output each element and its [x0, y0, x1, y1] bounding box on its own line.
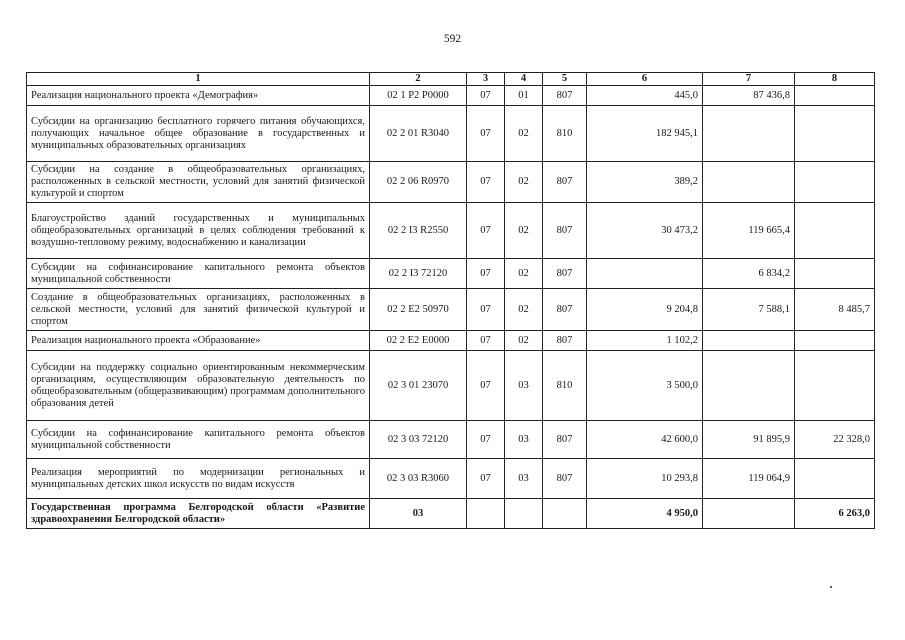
row-amount-6-cell [587, 259, 703, 289]
row-name-cell: Реализация мероприятий по модернизации региональных и муниципальных детских школ искусств по видам искусств [27, 459, 370, 499]
row-amount-7-cell: 6 834,2 [703, 259, 795, 289]
header-row [27, 73, 875, 86]
scan-speck [830, 586, 832, 588]
row-type-cell: 807 [543, 289, 587, 331]
row-name-cell: Субсидии на софинансирование капитального ремонта объектов муниципальной собственности [27, 421, 370, 459]
table-row [27, 259, 875, 289]
column-header: 5 [543, 73, 587, 86]
row-code-cell: 02 2 I3 72120 [370, 259, 467, 289]
row-code-cell: 02 1 P2 P0000 [370, 86, 467, 106]
row-amount-6-cell: 30 473,2 [587, 203, 703, 259]
column-header: 7 [703, 73, 795, 86]
column-header: 2 [370, 73, 467, 86]
row-amount-6-cell: 9 204,8 [587, 289, 703, 331]
table-row [27, 203, 875, 259]
row-section-cell: 07 [467, 106, 505, 162]
row-section-cell: 07 [467, 459, 505, 499]
row-amount-8-cell [795, 259, 875, 289]
budget-table [26, 72, 875, 529]
column-header: 1 [27, 73, 370, 86]
row-amount-7-cell: 119 064,9 [703, 459, 795, 499]
table-row [27, 106, 875, 162]
row-amount-6-cell: 445,0 [587, 86, 703, 106]
row-amount-8-cell: 22 328,0 [795, 421, 875, 459]
row-type-cell: 807 [543, 259, 587, 289]
row-amount-8-cell [795, 351, 875, 421]
row-section-cell: 07 [467, 162, 505, 203]
row-type-cell: 807 [543, 86, 587, 106]
column-header: 4 [505, 73, 543, 86]
row-amount-8-cell [795, 86, 875, 106]
column-header: 3 [467, 73, 505, 86]
row-section-cell [467, 499, 505, 529]
row-amount-6-cell: 389,2 [587, 162, 703, 203]
row-name-cell: Создание в общеобразовательных организациях, расположенных в сельской местности, условий для занятий физической культурой и спортом [27, 289, 370, 331]
row-name-cell: Субсидии на поддержку социально ориентированным некоммерческим организациям, осуществляющим образовательную деятельность по общеобразовательным (общеразвивающим) программам дополнительного образования детей [27, 351, 370, 421]
table-row [27, 499, 875, 529]
row-amount-7-cell: 91 895,9 [703, 421, 795, 459]
table-row [27, 162, 875, 203]
row-name-cell: Реализация национального проекта «Демография» [27, 86, 370, 106]
row-section-cell: 07 [467, 259, 505, 289]
row-type-cell: 807 [543, 331, 587, 351]
row-amount-7-cell [703, 331, 795, 351]
row-section-cell: 07 [467, 86, 505, 106]
table-row [27, 289, 875, 331]
row-subsection-cell: 02 [505, 331, 543, 351]
row-subsection-cell: 02 [505, 203, 543, 259]
row-amount-6-cell: 10 293,8 [587, 459, 703, 499]
row-amount-6-cell: 4 950,0 [587, 499, 703, 529]
row-name-cell: Реализация национального проекта «Образование» [27, 331, 370, 351]
row-subsection-cell: 02 [505, 259, 543, 289]
row-amount-6-cell: 1 102,2 [587, 331, 703, 351]
row-type-cell: 810 [543, 351, 587, 421]
row-name-cell: Субсидии на организацию бесплатного горячего питания обучающихся, получающих начальное общее образование в государственных и муниципальных образовательных организациях [27, 106, 370, 162]
row-type-cell: 807 [543, 459, 587, 499]
row-amount-7-cell: 87 436,8 [703, 86, 795, 106]
row-type-cell: 807 [543, 203, 587, 259]
row-section-cell: 07 [467, 421, 505, 459]
row-code-cell: 02 2 01 R3040 [370, 106, 467, 162]
row-code-cell: 02 3 03 R3060 [370, 459, 467, 499]
row-subsection-cell: 02 [505, 106, 543, 162]
row-type-cell: 807 [543, 421, 587, 459]
row-code-cell: 02 3 03 72120 [370, 421, 467, 459]
table-row [27, 351, 875, 421]
row-code-cell: 02 3 01 23070 [370, 351, 467, 421]
row-amount-8-cell [795, 331, 875, 351]
table-row [27, 421, 875, 459]
row-amount-8-cell: 6 263,0 [795, 499, 875, 529]
row-subsection-cell: 02 [505, 289, 543, 331]
row-section-cell: 07 [467, 331, 505, 351]
row-type-cell: 807 [543, 162, 587, 203]
row-amount-6-cell: 42 600,0 [587, 421, 703, 459]
row-amount-8-cell [795, 162, 875, 203]
row-section-cell: 07 [467, 289, 505, 331]
table-row [27, 331, 875, 351]
row-name-cell: Субсидии на создание в общеобразовательных организациях, расположенных в сельской местности, условий для занятий физической культурой и спортом [27, 162, 370, 203]
row-amount-6-cell: 3 500,0 [587, 351, 703, 421]
row-subsection-cell [505, 499, 543, 529]
row-code-cell: 02 2 I3 R2550 [370, 203, 467, 259]
row-subsection-cell: 01 [505, 86, 543, 106]
row-type-cell [543, 499, 587, 529]
row-subsection-cell: 02 [505, 162, 543, 203]
row-section-cell: 07 [467, 203, 505, 259]
row-subsection-cell: 03 [505, 351, 543, 421]
row-name-cell: Субсидии на софинансирование капитального ремонта объектов муниципальной собственности [27, 259, 370, 289]
row-amount-7-cell [703, 351, 795, 421]
row-code-cell: 03 [370, 499, 467, 529]
row-section-cell: 07 [467, 351, 505, 421]
row-subsection-cell: 03 [505, 459, 543, 499]
row-amount-7-cell: 119 665,4 [703, 203, 795, 259]
row-name-cell: Государственная программа Белгородской области «Развитие здравоохранения Белгородской области» [27, 499, 370, 529]
row-amount-8-cell [795, 459, 875, 499]
row-name-cell: Благоустройство зданий государственных и муниципальных общеобразовательных организаций в целях соблюдения требований к воздушно-тепловому режиму, водоснабжению и канализации [27, 203, 370, 259]
row-code-cell: 02 2 E2 50970 [370, 289, 467, 331]
row-amount-7-cell [703, 162, 795, 203]
row-subsection-cell: 03 [505, 421, 543, 459]
table-row [27, 459, 875, 499]
row-amount-6-cell: 182 945,1 [587, 106, 703, 162]
row-type-cell: 810 [543, 106, 587, 162]
column-header: 8 [795, 73, 875, 86]
row-amount-8-cell: 8 485,7 [795, 289, 875, 331]
row-code-cell: 02 2 06 R0970 [370, 162, 467, 203]
table-row [27, 86, 875, 106]
row-amount-8-cell [795, 203, 875, 259]
row-amount-7-cell [703, 106, 795, 162]
row-amount-7-cell [703, 499, 795, 529]
row-amount-7-cell: 7 588,1 [703, 289, 795, 331]
row-code-cell: 02 2 E2 E0000 [370, 331, 467, 351]
row-amount-8-cell [795, 106, 875, 162]
page-number: 592 [443, 33, 462, 45]
column-header: 6 [587, 73, 703, 86]
